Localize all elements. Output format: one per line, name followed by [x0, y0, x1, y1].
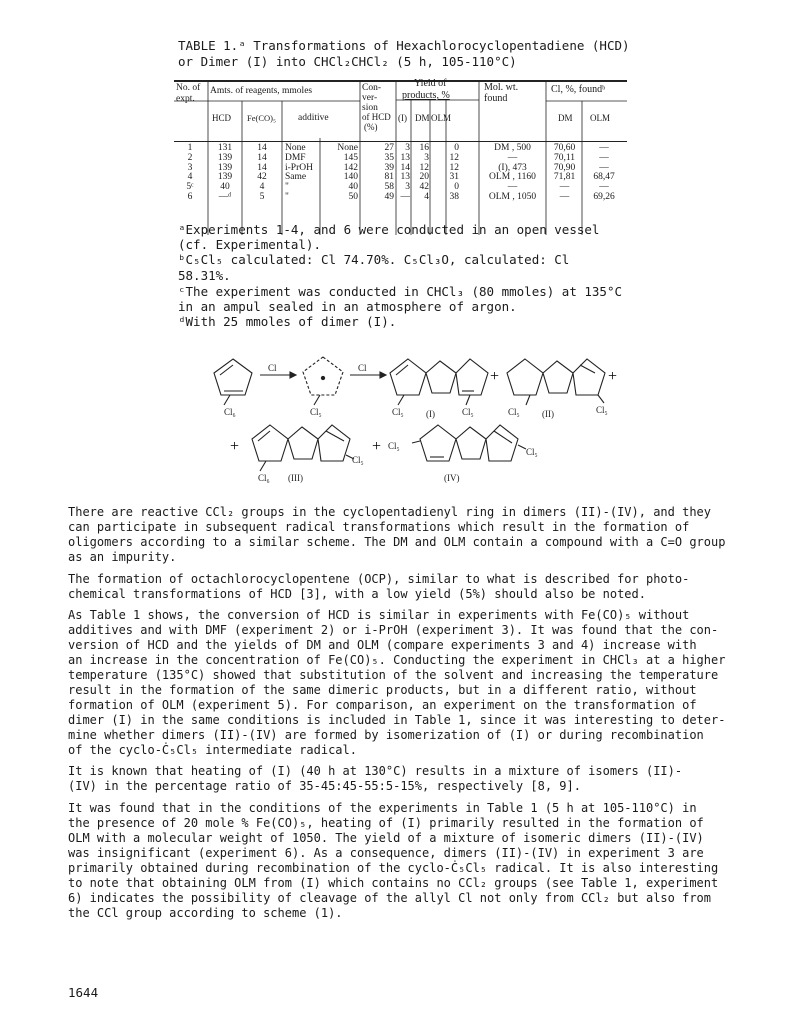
footnote-c-line2: in an ampul sealed in an atmosphere of argon.	[178, 299, 517, 314]
th-cl: Cl, %, foundᵇ	[551, 84, 606, 95]
table-cell-addv: 142	[343, 162, 358, 173]
table-cell-dm: 42	[419, 182, 429, 193]
th-yield1: Yield of	[414, 78, 447, 89]
table-cell-y1: 13	[400, 172, 410, 183]
cl5-e: Cl₅	[596, 405, 608, 415]
table-cell-olm: 0	[454, 143, 459, 153]
table-cell-dm: 3	[424, 152, 429, 163]
paragraph-line: was insignificant (experiment 6). As a consequence, dimers (II)-(IV) in experiment 3 are	[68, 845, 704, 860]
table-caption-line2: or Dimer (I) into CHCl₂CHCl₂ (5 h, 105-110°C)	[178, 54, 517, 69]
table-cell-no: 6	[187, 192, 193, 202]
footnote-a-line1: ᵃExperiments 1-4, and 6 were conducted in an open vessel	[178, 222, 600, 237]
th-additive: additive	[298, 113, 329, 123]
th-conv5: (%)	[364, 122, 378, 132]
table-cell-y1: 3	[405, 143, 410, 153]
table-cell-hcd: 139	[217, 172, 233, 183]
paragraph-line: of the cyclo-Ċ₅Cl₅ intermediate radical.	[68, 742, 357, 757]
table-cell-mw: —	[507, 182, 518, 193]
table-cell-cldm: 70,60	[553, 143, 576, 153]
plus-1: +	[490, 368, 500, 385]
table-cell-cldm: —	[559, 192, 570, 202]
table-cell-clolm: —	[599, 182, 609, 193]
table-cell-no: 3	[187, 162, 193, 173]
paragraph-line: There are reactive CCl₂ groups in the cyclopentadienyl ring in dimers (II)-(IV), and they	[68, 505, 711, 519]
table-cell-add: "	[285, 192, 289, 202]
table-cell-addv: 40	[348, 182, 358, 193]
table-cell-mw: (I), 473	[498, 162, 527, 173]
table-cell-clolm: —	[599, 143, 609, 153]
table-cell-mw: OLM , 1160	[489, 172, 536, 183]
paragraph-line: formation of OLM (experiment 5). For comparison, an experiment on the transformation of	[68, 697, 697, 712]
table-cell-fe: 14	[257, 143, 267, 153]
plus-2: +	[608, 368, 618, 385]
table-cell-dm: 16	[419, 143, 429, 153]
th-expt: expt.	[176, 94, 195, 104]
table-cell-add: Same	[285, 172, 307, 183]
footnote-b-line2: 58.31%.	[178, 268, 231, 283]
table-cell-mw: DM , 500	[494, 143, 531, 153]
paragraph-line: OLM with a molecular weight of 1050. The yield of a mixture of isomeric dimers (II)-(IV)	[68, 831, 704, 845]
table-cell-fe: 14	[257, 152, 267, 163]
cl5-f: Cl₅	[352, 455, 364, 465]
th-fe: Fe(CO)₅	[247, 113, 276, 123]
table-cell-add: "	[285, 182, 289, 193]
table-cell-olm: 38	[449, 192, 459, 202]
table-cell-hcd: 139	[217, 152, 233, 163]
paragraph-line: It is known that heating of (I) (40 h at 130°C) results in a mixture of isomers (II)-	[68, 764, 683, 779]
table-cell-y1: 14	[400, 162, 410, 173]
table-cell-cldm: 70,11	[553, 152, 576, 163]
cl-arrow1-label: Cl	[268, 363, 277, 373]
table-cell-conv: 27	[384, 143, 394, 153]
cl5-a: Cl₅	[310, 407, 322, 417]
paragraph-line: an increase in the concentration of Fe(CO)₅. Conducting the experiment in CHCl₃ at a higher	[68, 653, 726, 668]
table-cell-mw: —	[507, 152, 518, 163]
th-conv2: ver-	[362, 93, 378, 103]
table-cell-dm: 20	[419, 172, 429, 183]
table-cell-clolm: —	[599, 162, 609, 173]
table-cell-add: i-PrOH	[285, 162, 313, 173]
cl5-h: Cl₅	[526, 447, 538, 457]
th-cl-dm: DM	[558, 113, 573, 123]
label-II: (II)	[542, 409, 554, 419]
table-cell-addv: 140	[343, 172, 358, 183]
table-cell-mw: OLM , 1050	[488, 192, 537, 202]
paragraph-line: It was found that in the conditions of the experiments in Table 1 (5 h at 105-110°C) in	[68, 801, 697, 816]
table-cell-dm: 4	[424, 192, 429, 202]
table-cell-addv: None	[337, 143, 358, 153]
table-cell-add: None	[285, 143, 306, 153]
table-cell-no: 4	[187, 172, 193, 183]
ring-hcd	[214, 359, 252, 395]
paragraph-line: (IV) in the percentage ratio of 35-45:45-55:5-15%, respectively [8, 9].	[68, 779, 581, 794]
paragraph-line: the CCl group according to scheme (1).	[68, 905, 343, 920]
table-cell-addv: 50	[348, 192, 358, 202]
table-cell-y1: 13	[400, 152, 410, 163]
table-cell-olm: 12	[449, 152, 459, 163]
th-yield2: products, %	[402, 90, 450, 101]
table-cell-clolm: 68,47	[593, 172, 615, 183]
th-cl-olm: OLM	[590, 113, 610, 123]
paragraph-line: the presence of 20 mole % Fe(CO)₅, heating of (I) primarily resulted in the formation of	[68, 816, 704, 831]
cl5-b: Cl₅	[392, 407, 404, 417]
th-conv4: of HCD	[362, 112, 391, 122]
table-cell-fe: 4	[259, 182, 265, 193]
paragraph-line: chemical transformations of HCD [3], with a low yield (5%) should also be noted.	[68, 586, 646, 601]
table-cell-cldm: 71,81	[553, 172, 576, 183]
page-number: 1644	[68, 985, 99, 1000]
reaction-scheme	[200, 345, 620, 495]
footnote-a-line2: (cf. Experimental).	[178, 237, 321, 252]
th-conv3: sion	[362, 103, 378, 113]
table-cell-hcd: 131	[217, 143, 233, 153]
table-cell-hcd: 139	[217, 162, 233, 173]
table-cell-olm: 12	[449, 162, 459, 173]
th-y1: (I)	[398, 113, 407, 123]
table-cell-no: 1	[187, 143, 193, 153]
table-cell-hcd: —ᵈ	[218, 192, 232, 202]
paragraph-line: oligomers according to a similar scheme. The DM and OLM contain a compound with a C=O group	[68, 534, 726, 549]
cl6-a: Cl₆	[224, 407, 236, 417]
paragraph-line: dimer (I) in the same conditions is included in Table 1, since it was interesting to deter-	[68, 712, 726, 727]
paragraph-line: can participate in subsequent radical transformations which result in the formation of	[68, 519, 690, 534]
table-cell-conv: 81	[384, 172, 394, 183]
paragraph-line: mine whether dimers (II)-(IV) are formed by isomerization of (I) or during recombination	[68, 727, 704, 742]
label-IV: (IV)	[444, 473, 460, 483]
plus-3: +	[230, 438, 240, 455]
paragraph-line: As Table 1 shows, the conversion of HCD is similar in experiments with Fe(CO)₅ without	[68, 608, 690, 623]
th-no: No. of	[176, 83, 201, 93]
paragraph-line: The formation of octachlorocyclopentene (OCP), similar to what is described for photo-	[68, 571, 690, 586]
table-cell-clolm: —	[599, 152, 609, 163]
paragraph-line: 6) indicates the possibility of cleavage of the allyl Cl not only from CCl₂ but also from	[68, 890, 711, 905]
table-cell-add: DMF	[285, 152, 306, 163]
footnote-b-line1: ᵇC₅Cl₅ calculated: Cl 74.70%. C₅Cl₃O, calculated: Cl	[178, 252, 570, 267]
cl6-b: Cl₆	[258, 473, 270, 483]
table-cell-fe: 14	[257, 162, 267, 173]
th-found: found	[484, 93, 508, 104]
table-cell-y1: —	[400, 192, 410, 202]
table-cell-hcd: 40	[220, 182, 230, 193]
table-cell-cldm: 70,90	[553, 162, 576, 173]
table-caption-line1: TABLE 1.ᵃ Transformations of Hexachlorocyclopentadiene (HCD)	[178, 38, 630, 53]
th-conv1: Con-	[362, 83, 381, 93]
table-cell-olm: 0	[454, 182, 459, 193]
table-cell-conv: 39	[384, 162, 394, 173]
th-molwt: Mol. wt.	[484, 82, 519, 93]
paragraph-line: as an impurity.	[68, 549, 177, 564]
table-cell-addv: 145	[343, 152, 358, 163]
paragraph-line: to note that obtaining OLM from (I) which contains no CCl₂ groups (see Table 1, experiment	[68, 875, 719, 890]
table-cell-no: 2	[187, 152, 193, 163]
table-cell-conv: 49	[384, 192, 394, 202]
cl5-c: Cl₅	[462, 407, 474, 417]
table-cell-dm: 12	[419, 162, 429, 173]
table-cell-no: 5ᶜ	[186, 182, 194, 193]
paragraph-line: additives and with DMF (experiment 2) or i-PrOH (experiment 3). It was found that the con-	[68, 623, 719, 638]
table-cell-clolm: 69,26	[593, 192, 615, 202]
table-cell-olm: 31	[449, 172, 459, 183]
paragraph-line: version of HCD and the yields of DM and OLM (compare experiments 3 and 4) increase with	[68, 638, 697, 653]
cl-arrow2-label: Cl	[358, 363, 367, 373]
footnote-c-line1: ᶜThe experiment was conducted in CHCl₃ (80 mmoles) at 135°C	[178, 284, 623, 299]
table-cell-conv: 58	[384, 182, 394, 193]
paragraph-line: temperature (135°C) showed that substitution of the solvent and increasing the temperature	[68, 668, 719, 682]
th-amts: Amts. of reagents, mmoles	[210, 86, 313, 96]
table-cell-fe: 42	[257, 172, 267, 183]
label-III: (III)	[288, 473, 303, 483]
paragraph-line: result in the formation of the same dimeric products, but in a different ratio, without	[68, 682, 697, 697]
cl5-d: Cl₅	[508, 407, 520, 417]
plus-4: +	[372, 438, 382, 455]
th-hcd: HCD	[212, 113, 232, 123]
label-I: (I)	[426, 409, 435, 419]
table-cell-cldm: —	[559, 182, 570, 193]
table-cell-y1: 3	[405, 182, 410, 193]
footnote-d: ᵈWith 25 mmoles of dimer (I).	[178, 314, 397, 329]
table-cell-conv: 35	[384, 152, 394, 163]
th-dm: DM	[415, 113, 430, 123]
th-olm: OLM	[431, 113, 451, 123]
cl5-g: Cl₅	[388, 441, 400, 451]
paragraph-line: primarily obtained during recombination of the cyclo-Ċ₅Cl₅ radical. It is also interesting	[68, 860, 719, 875]
table-cell-fe: 5	[259, 192, 265, 202]
